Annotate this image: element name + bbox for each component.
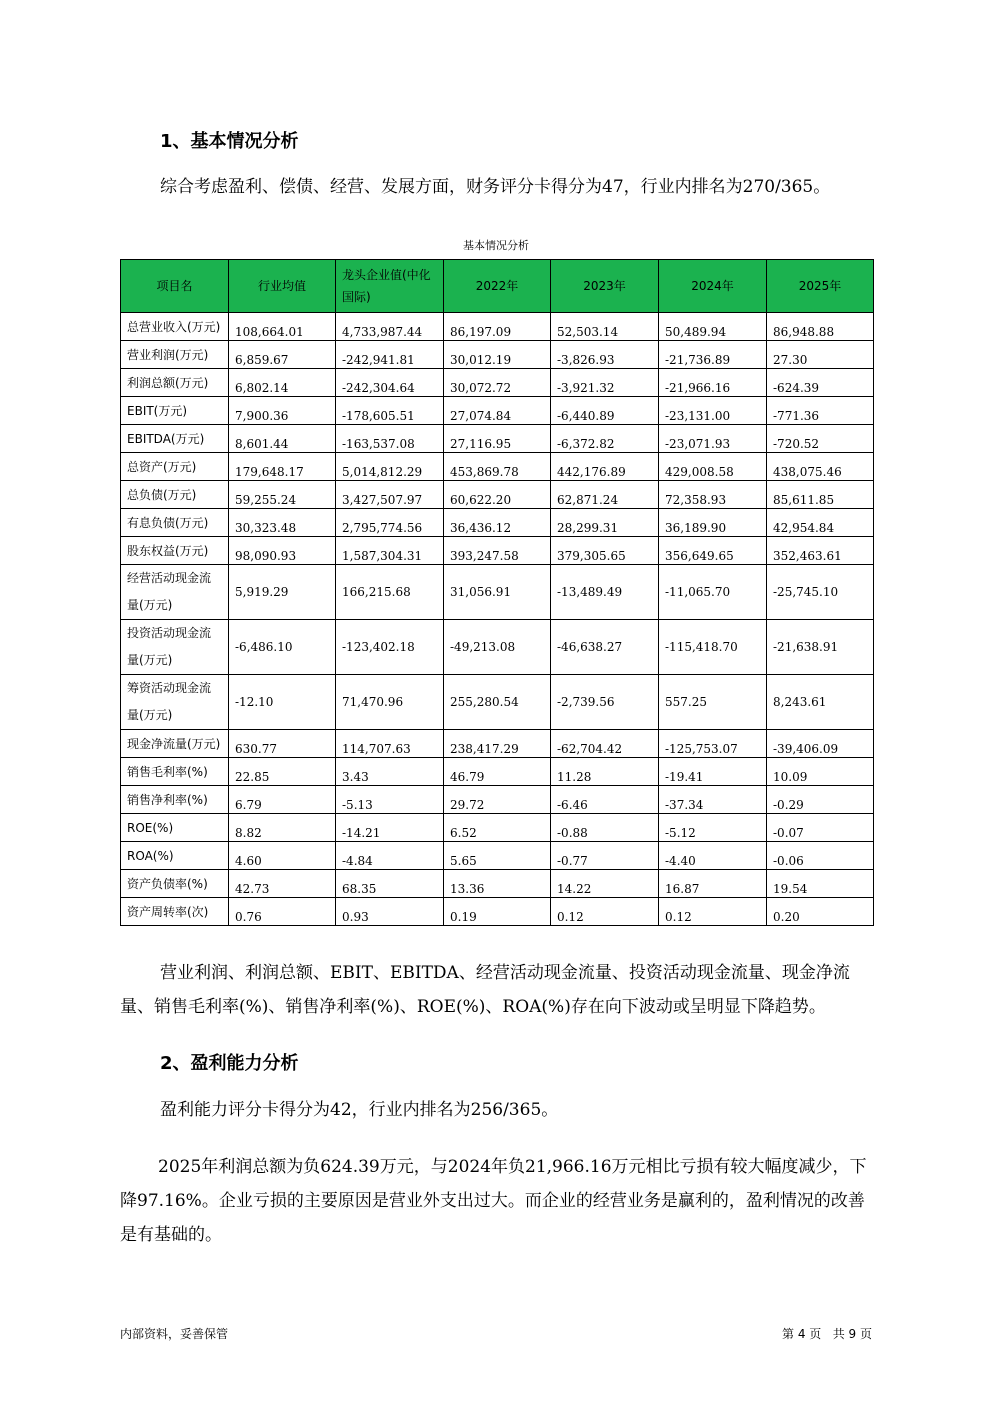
table-cell: -771.36: [767, 397, 874, 425]
table-row: [121, 758, 874, 786]
table-row: [121, 453, 874, 481]
table-cell: 8,601.44: [229, 425, 336, 453]
table-cell: -0.07: [767, 814, 874, 842]
profitability-score-text: 盈利能力评分卡得分为42，行业内排名为256/365。: [160, 1100, 559, 1120]
table-cell: 68.35: [336, 870, 444, 898]
table-cell: -23,131.00: [659, 397, 767, 425]
row-label: 营业利润(万元): [121, 341, 229, 369]
table-row: [121, 313, 874, 341]
table-cell: -163,537.08: [336, 425, 444, 453]
table-cell: 59,255.24: [229, 481, 336, 509]
table-cell: -13,489.49: [551, 565, 659, 620]
table-cell: 71,470.96: [336, 675, 444, 730]
table-cell: 0.12: [659, 898, 767, 926]
table-cell: 255,280.54: [444, 675, 551, 730]
table-cell: 3.43: [336, 758, 444, 786]
table-cell: 6,802.14: [229, 369, 336, 397]
table-row: [121, 397, 874, 425]
table-cell: 4,733,987.44: [336, 313, 444, 341]
table-cell: 429,008.58: [659, 453, 767, 481]
table-cell: 393,247.58: [444, 537, 551, 565]
table-cell: -0.06: [767, 842, 874, 870]
table-cell: 19.54: [767, 870, 874, 898]
table-cell: 379,305.65: [551, 537, 659, 565]
table-cell: -6.46: [551, 786, 659, 814]
table-cell: 72,358.93: [659, 481, 767, 509]
row-label: 销售毛利率(%): [121, 758, 229, 786]
column-header: 2025年: [767, 260, 874, 313]
table-cell: 14.22: [551, 870, 659, 898]
table-cell: -3,921.32: [551, 369, 659, 397]
table-row: [121, 730, 874, 758]
table-cell: 86,197.09: [444, 313, 551, 341]
table-cell: -11,065.70: [659, 565, 767, 620]
table-cell: -39,406.09: [767, 730, 874, 758]
table-cell: 442,176.89: [551, 453, 659, 481]
table-cell: -21,638.91: [767, 620, 874, 675]
table-cell: -242,304.64: [336, 369, 444, 397]
profitability-detail-text: 2025年利润总额为负624.39万元，与2024年负21,966.16万元相比亏损有较大幅度减少，下降97.16%。企业亏损的主要原因是营业外支出过大。而企业的经营业务是赢利的，盈利情况的改善是有基础的。: [120, 1157, 867, 1245]
table-cell: 453,869.78: [444, 453, 551, 481]
table-cell: -3,826.93: [551, 341, 659, 369]
table-cell: 352,463.61: [767, 537, 874, 565]
table-cell: 46.79: [444, 758, 551, 786]
table-cell: 86,948.88: [767, 313, 874, 341]
table-cell: 0.20: [767, 898, 874, 926]
row-label: 现金净流量(万元): [121, 730, 229, 758]
row-label: 利润总额(万元): [121, 369, 229, 397]
table-cell: 16.87: [659, 870, 767, 898]
table-cell: 27,116.95: [444, 425, 551, 453]
table-cell: -178,605.51: [336, 397, 444, 425]
table-cell: 0.93: [336, 898, 444, 926]
table-cell: 42,954.84: [767, 509, 874, 537]
table-cell: 10.09: [767, 758, 874, 786]
row-label: 总营业收入(万元): [121, 313, 229, 341]
table-cell: -6,440.89: [551, 397, 659, 425]
row-label: 总资产(万元): [121, 453, 229, 481]
table-cell: 85,611.85: [767, 481, 874, 509]
table-cell: 27,074.84: [444, 397, 551, 425]
row-label: 筹资活动现金流量(万元): [121, 675, 229, 730]
table-cell: 98,090.93: [229, 537, 336, 565]
table-cell: 6.79: [229, 786, 336, 814]
table-row: [121, 814, 874, 842]
table-cell: 7,900.36: [229, 397, 336, 425]
table-cell: 6,859.67: [229, 341, 336, 369]
table-cell: 356,649.65: [659, 537, 767, 565]
table-cell: 4.60: [229, 842, 336, 870]
table-cell: 36,189.90: [659, 509, 767, 537]
table-cell: 36,436.12: [444, 509, 551, 537]
table-cell: -14.21: [336, 814, 444, 842]
table-cell: 52,503.14: [551, 313, 659, 341]
table-cell: -624.39: [767, 369, 874, 397]
table-cell: 31,056.91: [444, 565, 551, 620]
column-header: 2023年: [551, 260, 659, 313]
table-cell: -720.52: [767, 425, 874, 453]
table-row: [121, 565, 874, 620]
table-cell: -125,753.07: [659, 730, 767, 758]
table-cell: 42.73: [229, 870, 336, 898]
section-heading-profitability: 2、盈利能力分析: [160, 1053, 299, 1074]
table-cell: 557.25: [659, 675, 767, 730]
table-cell: -0.88: [551, 814, 659, 842]
table-cell: -6,486.10: [229, 620, 336, 675]
table-cell: -4.84: [336, 842, 444, 870]
table-cell: 6.52: [444, 814, 551, 842]
table-cell: 179,648.17: [229, 453, 336, 481]
table-cell: 108,664.01: [229, 313, 336, 341]
table-cell: 238,417.29: [444, 730, 551, 758]
table-cell: -19.41: [659, 758, 767, 786]
table-row: [121, 620, 874, 675]
table-cell: 30,012.19: [444, 341, 551, 369]
table-row: [121, 369, 874, 397]
table-cell: 50,489.94: [659, 313, 767, 341]
row-label: 销售净利率(%): [121, 786, 229, 814]
row-label: 经营活动现金流量(万元): [121, 565, 229, 620]
table-cell: -115,418.70: [659, 620, 767, 675]
table-cell: -0.29: [767, 786, 874, 814]
table-cell: -37.34: [659, 786, 767, 814]
table-cell: -242,941.81: [336, 341, 444, 369]
table-cell: 0.19: [444, 898, 551, 926]
table-cell: 0.76: [229, 898, 336, 926]
table-cell: 3,427,507.97: [336, 481, 444, 509]
table-cell: 22.85: [229, 758, 336, 786]
table-cell: 5.65: [444, 842, 551, 870]
table-row: [121, 425, 874, 453]
table-cell: -0.77: [551, 842, 659, 870]
financial-table: [120, 259, 874, 926]
table-cell: 62,871.24: [551, 481, 659, 509]
section-heading-basic: 1、基本情况分析: [160, 131, 299, 152]
table-cell: -62,704.42: [551, 730, 659, 758]
table-cell: -21,966.16: [659, 369, 767, 397]
row-label: 资产周转率(次): [121, 898, 229, 926]
table-cell: -5.13: [336, 786, 444, 814]
row-label: 资产负债率(%): [121, 870, 229, 898]
table-cell: 27.30: [767, 341, 874, 369]
table-cell: -5.12: [659, 814, 767, 842]
table-row: [121, 341, 874, 369]
table-cell: 8,243.61: [767, 675, 874, 730]
trend-paragraph: 营业利润、利润总额、EBIT、EBITDA、经营活动现金流量、投资活动现金流量、现金净流量、销售毛利率(%)、销售净利率(%)、ROE(%)、ROA(%)存在向下波动或呈明显下降趋势。: [120, 963, 850, 1017]
footer-page-number: 第 4 页 共 9 页: [782, 1327, 872, 1341]
column-header: 项目名: [121, 260, 229, 313]
row-label: 总负债(万元): [121, 481, 229, 509]
table-cell: 13.36: [444, 870, 551, 898]
footer-confidential: 内部资料，妥善保管: [120, 1327, 229, 1341]
row-label: 投资活动现金流量(万元): [121, 620, 229, 675]
column-header: 行业均值: [229, 260, 336, 313]
table-row: [121, 675, 874, 730]
table-cell: -25,745.10: [767, 565, 874, 620]
table-header-row: [121, 260, 874, 313]
table-cell: -23,071.93: [659, 425, 767, 453]
table-row: [121, 786, 874, 814]
table-cell: 2,795,774.56: [336, 509, 444, 537]
table-row: [121, 870, 874, 898]
table-cell: 30,323.48: [229, 509, 336, 537]
table-row: [121, 509, 874, 537]
table-cell: 114,707.63: [336, 730, 444, 758]
table-cell: -4.40: [659, 842, 767, 870]
table-cell: -6,372.82: [551, 425, 659, 453]
row-label: 有息负债(万元): [121, 509, 229, 537]
table-cell: 5,014,812.29: [336, 453, 444, 481]
table-cell: 0.12: [551, 898, 659, 926]
table-cell: 438,075.46: [767, 453, 874, 481]
table-cell: -123,402.18: [336, 620, 444, 675]
row-label: ROA(%): [121, 842, 229, 870]
table-caption: 基本情况分析: [463, 239, 529, 252]
column-header: 2022年: [444, 260, 551, 313]
table-cell: 8.82: [229, 814, 336, 842]
table-cell: 29.72: [444, 786, 551, 814]
table-cell: 166,215.68: [336, 565, 444, 620]
basic-intro-text: 综合考虑盈利、偿债、经营、发展方面，财务评分卡得分为47，行业内排名为270/365。: [160, 177, 831, 197]
table-cell: 630.77: [229, 730, 336, 758]
table-cell: -21,736.89: [659, 341, 767, 369]
table-row: [121, 481, 874, 509]
table-cell: -49,213.08: [444, 620, 551, 675]
table-cell: 28,299.31: [551, 509, 659, 537]
table-cell: 5,919.29: [229, 565, 336, 620]
table-cell: -46,638.27: [551, 620, 659, 675]
table-cell: 11.28: [551, 758, 659, 786]
table-cell: -12.10: [229, 675, 336, 730]
table-row: [121, 898, 874, 926]
row-label: 股东权益(万元): [121, 537, 229, 565]
table-body: [121, 313, 874, 926]
column-header: 2024年: [659, 260, 767, 313]
table-cell: 60,622.20: [444, 481, 551, 509]
row-label: ROE(%): [121, 814, 229, 842]
table-cell: 1,587,304.31: [336, 537, 444, 565]
table-cell: -2,739.56: [551, 675, 659, 730]
table-cell: 30,072.72: [444, 369, 551, 397]
row-label: EBITDA(万元): [121, 425, 229, 453]
table-row: [121, 537, 874, 565]
table-row: [121, 842, 874, 870]
row-label: EBIT(万元): [121, 397, 229, 425]
column-header: 龙头企业值(中化国际): [336, 260, 444, 313]
